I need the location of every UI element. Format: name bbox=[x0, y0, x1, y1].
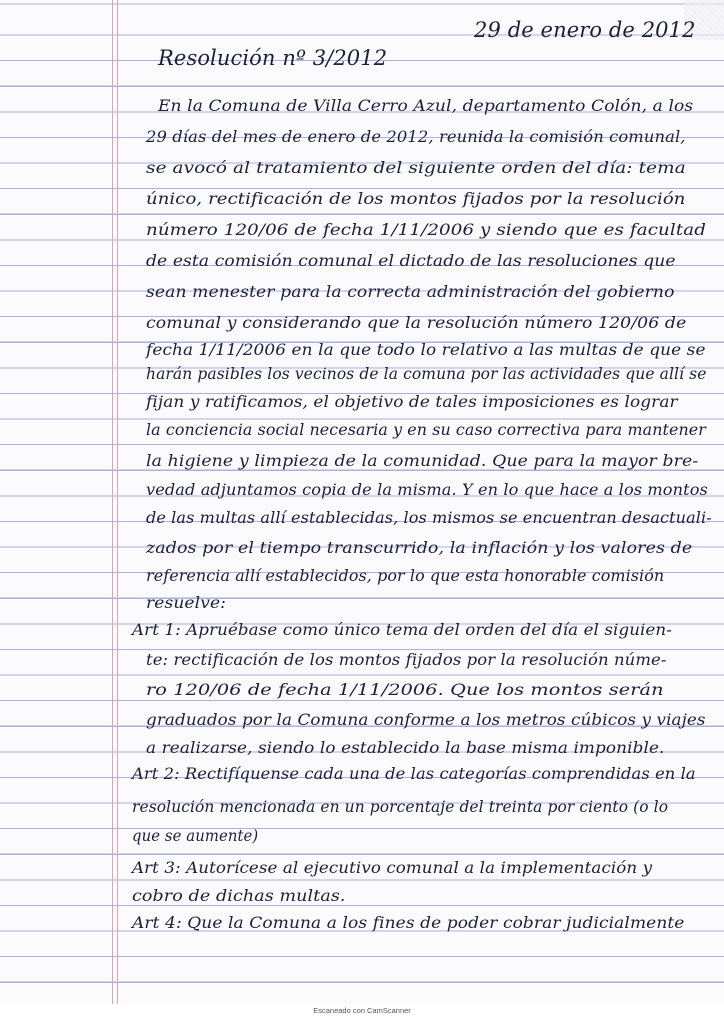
body-line: cobro de dichas multas. bbox=[132, 886, 346, 905]
document-date: 29 de enero de 2012 bbox=[474, 18, 696, 42]
margin-line bbox=[112, 0, 113, 1004]
body-line: único, rectificación de los montos fijados por la resolución bbox=[146, 189, 686, 208]
body-line: Art 1: Apruébase como único tema del orden del día el siguien- bbox=[132, 620, 672, 639]
body-line: fecha 1/11/2006 en la que todo lo relativo a las multas de que se bbox=[146, 340, 706, 359]
body-line: la higiene y limpieza de la comunidad. Que para la mayor bre- bbox=[146, 451, 699, 470]
body-line: comunal y considerando que la resolución número 120/06 de bbox=[146, 313, 687, 332]
body-line: Art 3: Autorícese al ejecutivo comunal a la implementación y bbox=[132, 858, 653, 877]
body-line: harán pasibles los vecinos de la comuna por las actividades que allí se bbox=[146, 364, 707, 383]
body-line: graduados por la Comuna conforme a los metros cúbicos y viajes bbox=[146, 710, 706, 729]
body-line: 29 días del mes de enero de 2012, reunida la comisión comunal, bbox=[146, 127, 686, 146]
body-line: Art 2: Rectifíquense cada una de las categorías comprendidas en la bbox=[132, 764, 696, 783]
body-line: de las multas allí establecidas, los mismos se encuentran desactuali- bbox=[146, 508, 712, 527]
body-line: fijan y ratificamos, el objetivo de tales imposiciones es lograr bbox=[146, 392, 678, 411]
body-line: de esta comisión comunal el dictado de las resoluciones que bbox=[146, 251, 676, 270]
body-line: que se aumente) bbox=[132, 826, 259, 845]
body-line: En la Comuna de Villa Cerro Azul, departamento Colón, a los bbox=[158, 96, 694, 115]
body-line: zados por el tiempo transcurrido, la inflación y los valores de bbox=[146, 538, 693, 557]
document-title: Resolución nº 3/2012 bbox=[158, 46, 388, 70]
body-line: ro 120/06 de fecha 1/11/2006. Que los montos serán bbox=[146, 680, 664, 699]
body-line: a realizarse, siendo lo establecido la base misma imponible. bbox=[146, 738, 665, 757]
body-line: sean menester para la correcta administración del gobierno bbox=[146, 282, 675, 301]
body-line: la conciencia social necesaria y en su caso correctiva para mantener bbox=[146, 420, 706, 439]
body-line: te: rectificación de los montos fijados por la resolución núme- bbox=[146, 650, 667, 669]
body-line: se avocó al tratamiento del siguiente orden del día: tema bbox=[146, 158, 686, 177]
body-line: vedad adjuntamos copia de la misma. Y en lo que hace a los montos bbox=[146, 480, 708, 499]
body-line: resolución mencionada en un porcentaje del treinta por ciento (o lo bbox=[132, 797, 669, 816]
body-line: referencia allí establecidos, por lo que esta honorable comisión bbox=[146, 566, 665, 585]
body-line: resuelve: bbox=[146, 593, 227, 612]
scanner-footer: Escaneado con CamScanner bbox=[313, 1006, 411, 1015]
body-line: número 120/06 de fecha 1/11/2006 y siendo que es facultad bbox=[146, 220, 707, 239]
body-line: Art 4: Que la Comuna a los fines de poder cobrar judicialmente bbox=[132, 913, 685, 932]
margin-line bbox=[117, 0, 118, 1004]
